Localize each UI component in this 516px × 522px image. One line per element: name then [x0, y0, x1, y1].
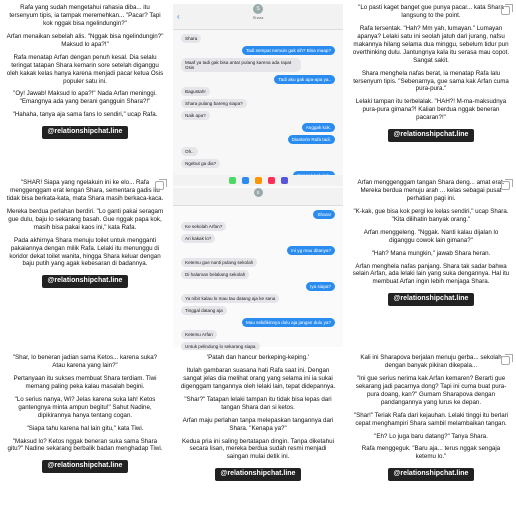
account-handle: @relationshipchat.line — [388, 293, 475, 306]
story-text — [0, 350, 170, 473]
message-bubble: Oh.. — [181, 147, 198, 156]
message-bubble: Mau selidikinnya dulu aja jangan dulu ya? — [242, 318, 335, 327]
story-paragraph: Mereka berdua perlahan berdiri. "Lo ganti pakai seragam gue dulu, baju lo sekarang basah. Gue nggak papa kok, masih bisa pakai kaos ini," kata Rafa. — [6, 207, 164, 231]
story-paragraph: "Shar, lo beneran jadian sama Ketos... karena suka? Atau karena yang lain?" — [12, 354, 158, 369]
message-bubble: Maaf ya tadi gak bisa antar pulang karena ada rapat Osis — [181, 58, 301, 72]
story-paragraph: "Siapa tahu karena hal lain gitu," kata Tiwi. — [26, 424, 144, 432]
multi-image-icon — [155, 181, 164, 190]
back-icon: ‹ — [177, 12, 180, 21]
story-text — [173, 350, 343, 481]
story-text — [0, 175, 170, 288]
account-handle: @relationshipchat.line — [215, 468, 302, 481]
app-icon — [242, 177, 249, 184]
avatar: S — [253, 4, 263, 14]
story-paragraph: 'Patah dan hancur berkeping-keping.' — [206, 354, 310, 361]
app-icon — [229, 177, 236, 184]
app-icon — [268, 177, 275, 184]
account-handle: @relationshipchat.line — [388, 129, 475, 142]
story-paragraph: Rafa yang sudah mengetahui rahasia diba... itu tersenyum tipis, ia tampak meremehkan... "Pacar? Tapi kok nggak bisa ngelindungin?" — [9, 4, 161, 27]
message-bubble: Shara — [181, 34, 201, 43]
message-bubble: Ini yg mau ditanya? — [287, 246, 335, 255]
story-paragraph: "Ini gue serius nerima kak Arfan kemaren? Berarti gue sekarang jadi pacarnya dong? Tapi ini cuma buat pura-pura doang, kan?" Gumam Sharapova dengan pandangannya yang lurus ke depan. — [355, 374, 507, 406]
story-paragraph: "SHAR! Siapa yang ngelakuin ini ke elo... Rafa menggenggam erat lengan Shara, sementara gadis itu tidak bisa berkata-kata, mata Shara masih berkaca-kaca. — [6, 179, 164, 202]
message-bubble: Ya nibir kalau lo mau tau datang aja ke sana — [181, 294, 279, 303]
story-paragraph: Shara menghela nafas berat, ia menatap Rafa lalu tersenyum tipis. "Sebenarnya, gue sama kak Arfan cuma pura-pura." — [353, 69, 509, 93]
message-list — [173, 206, 343, 358]
message-bubble: Tadi sempat nemuin gak sih? Bisa maap? — [242, 46, 335, 55]
chat-screenshot — [173, 175, 343, 347]
story-text — [346, 175, 516, 306]
story-paragraph: Arfan menggenggam tangan Shara deng... amat erat. Mereka berdua menuju arah ... kelas sebagai pusat perhatian pagi ini. — [357, 179, 505, 202]
story-text — [346, 0, 516, 142]
post-story-3[interactable] — [0, 175, 170, 347]
story-paragraph: "Shar!" Teriak Rafa dari kejauhan. Lelaki tinggi itu berlari cepat menghampiri Shara sambil melambaikan tangan. — [353, 411, 509, 427]
story-paragraph: "Eh? Lo juga baru datang?" Tanya Shara. — [374, 432, 488, 440]
message-bubble: Tinggal datang aja — [181, 306, 227, 315]
message-bubble: Untuk pelindung lo sekarang siapa — [181, 342, 260, 351]
story-paragraph: Rafa menggeguk. "Baru aja... terus nggak sengaja ketemu lo." — [361, 445, 501, 461]
avatar: S — [254, 188, 263, 197]
chat-screenshot — [173, 4, 343, 176]
account-handle: @relationshipchat.line — [42, 460, 129, 473]
story-paragraph: Rafa menatap Arfan dengan penuh kesal. Dia selalu teringat tatapan Shara kemarin sore setelah diganggu oleh kakak kelas hanya karena menjadi pacar ketua Osis populer satu ini. — [6, 53, 164, 85]
story-paragraph: Arfan menghela nafas panjang. Shara tak sadar bahwa selain Arfan, ada lelaki lain yang suka dengannya. Hal itu membuat Arfan ingin lebih menjaga Shara. — [352, 262, 510, 286]
chat-header — [173, 4, 343, 30]
message-bubble: Ketemu gue nanti pulang sekolah — [181, 258, 257, 267]
story-paragraph: Arfan menggeleng. "Nggak. Nanti kalau dijalan lo diganggu cowok lain gimana?" — [363, 228, 499, 244]
story-paragraph: "Hah? Mana mungkin," jawab Shara heran. — [371, 249, 491, 257]
story-paragraph: Rafa tersentak. "Hah? Mm yah, lumayan." Lumayan apanya? Lelaki satu ini seolah jatuh dari jurang, nafsu makannya hilang selama dua minggu, sebelum tidur pun overthinking dulu. Jantungnya kala itu serasa mau copot. Sangat sakit. — [352, 24, 510, 64]
post-story-1[interactable] — [0, 0, 170, 172]
account-handle: @relationshipchat.line — [388, 468, 475, 481]
message-bubble: Ngebut ga dia? — [181, 159, 220, 168]
message-bubble: Naik apa? — [181, 111, 210, 120]
story-paragraph: "K-kak, gue bisa kok pergi ke kelas sendiri," ucap Shara. "Kita dilihatin banyak orang." — [353, 207, 509, 223]
account-handle: @relationshipchat.line — [42, 275, 129, 288]
message-bubble: Shara! — [313, 210, 335, 219]
multi-image-icon — [501, 6, 510, 15]
story-paragraph: Arfan maju perlahan tanpa melepaskan tangannya dari Shara. "Kenapa ya?" — [182, 416, 334, 432]
contact-name: Shara — [252, 15, 264, 20]
account-handle: @relationshipchat.line — [42, 126, 129, 139]
story-paragraph: "Lo serius nanya, Wi? Jelas karena suka lah! Ketos gantengnya minta ampun begitu!" Sahut Nadine, dipikirannya hanya tentang cogan. — [14, 395, 156, 419]
story-paragraph: Itulah gambaran suasana hati Rafa saat ini. Dengan sangat jelas dia melihat orang yang selama ini ia sukai digenggam tangannya oleh lelaki lain, tepat didepannya. — [180, 366, 336, 390]
post-story-6[interactable] — [173, 350, 343, 522]
story-paragraph: Kali ini Sharapova berjalan menuju gerba... sekolah dengan banyak pikiran dikepala... — [360, 354, 502, 369]
message-list — [173, 30, 343, 187]
story-text — [346, 350, 516, 481]
story-paragraph: "Shar?" Tatapan lelaki tampan itu tidak bisa lepas dari tangan Shara dan si ketos. — [184, 395, 332, 411]
app-icon — [255, 177, 262, 184]
post-story-7[interactable] — [346, 350, 516, 522]
message-bubble: Bagustah! — [181, 87, 210, 96]
post-story-5[interactable] — [0, 350, 170, 522]
message-bubble: Dianterin Rafa tadi. — [288, 135, 335, 144]
story-paragraph: Lelaki tampan itu terbelalak. "HAH?! M-ma-maksudnya pura-pura gimana?! Kalian berdua nggak beneran pacaran?!" — [355, 98, 507, 122]
chat-header — [173, 188, 343, 206]
story-paragraph: Pada akhirnya Shara menuju toilet untuk mengganti pakaiannya dengan milik Rafa. Lelaki itu menunggu di koridor dekat toilet wanita, hingga Shara keluar dengan baju putih yang agak kebesaran di badannya. — [9, 236, 161, 268]
story-paragraph: Kedua pria ini saling bertatapan dingin. Tanpa diketahui secara lisan, mereka berdua sudah resmi menjadi saingan mulai detik ini. — [182, 437, 334, 461]
story-text — [0, 0, 170, 139]
app-icon — [281, 177, 288, 184]
post-story-4[interactable] — [346, 175, 516, 347]
app-row — [173, 175, 343, 186]
multi-image-icon — [501, 356, 510, 365]
story-paragraph: "Oy! Jawab! Maksud lo apa?!" Nada Arfan meninggi. "Emangnya ada yang berani gangguin Shara?!" — [13, 90, 157, 106]
story-paragraph: "Hahaha, tanya aja sama fans lo sendiri," ucap Rafa. — [12, 111, 158, 119]
message-bubble: Ketemu Arfan — [181, 330, 217, 339]
message-bubble: Anggak kok. — [302, 123, 335, 132]
post-chat-2[interactable] — [173, 175, 343, 347]
story-paragraph: "Maksud lo? Ketos nggak beneran suka sama Shara gitu?" Nadine sekarang berbalik badan menghadap Tiwi. — [7, 437, 163, 453]
message-bubble: Shara pulang bareng siapa? — [181, 99, 247, 108]
post-chat-1[interactable] — [173, 0, 343, 172]
post-story-2[interactable] — [346, 0, 516, 172]
story-paragraph: Arfan menaikan sebelah alis. "Nggak bisa ngelindungin?" Maksud lo apa?!" — [6, 32, 164, 48]
message-bubble: Di halaman belakang sekolah — [181, 270, 249, 279]
message-bubble: Tadi aku gak apa-apa ya.. — [274, 75, 335, 84]
story-paragraph: "Lo pasti kaget banget gue punya pacar... kata Shara langsung to the point. — [358, 4, 504, 19]
story-paragraph: Pertanyaan itu sukses membuat Shara terdiam. Tiwi memang paling peka kalau masalah begini. — [13, 374, 157, 390]
message-bubble: Ari kakak lo? — [181, 234, 215, 243]
message-bubble: Ke sekolah Arfan? — [181, 222, 226, 231]
message-bubble: Iya siapa? — [306, 282, 335, 291]
multi-image-icon — [501, 181, 510, 190]
